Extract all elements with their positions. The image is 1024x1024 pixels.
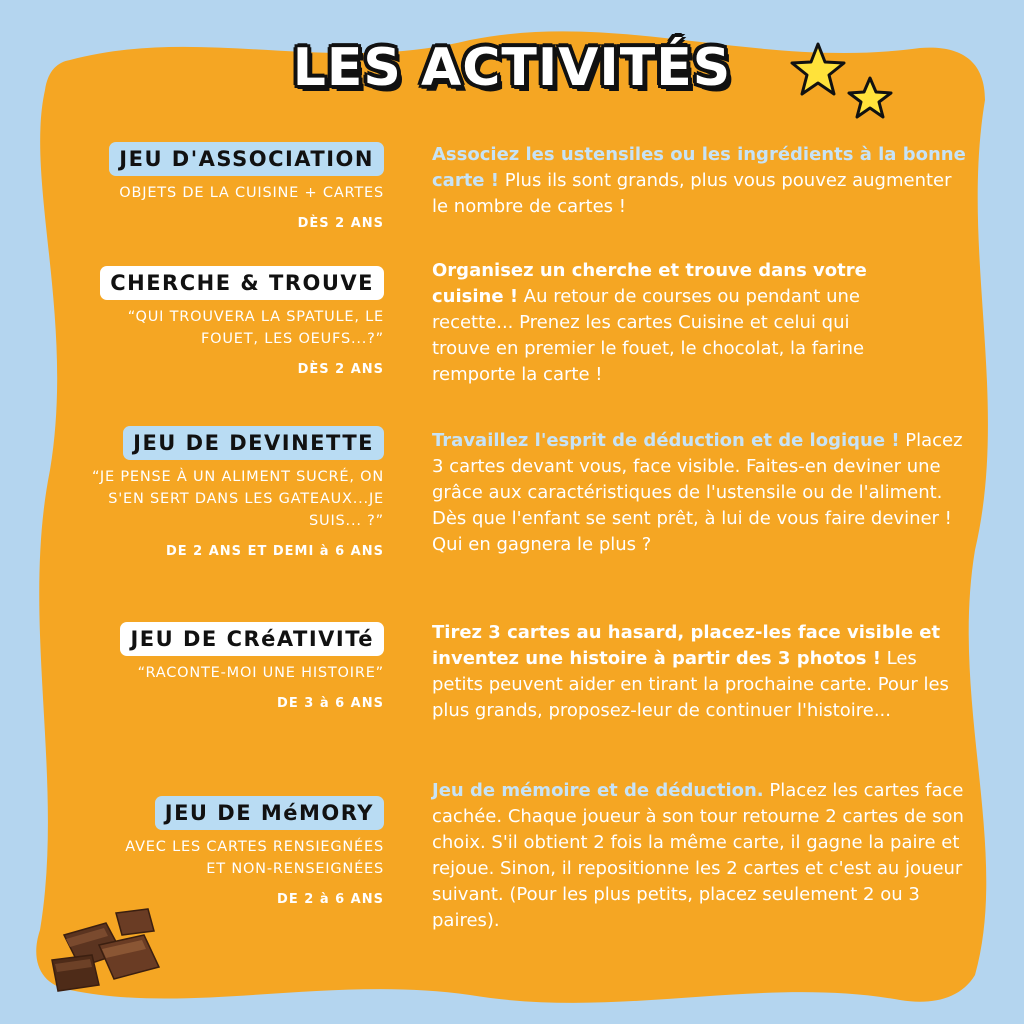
activity-age-memory: DE 2 à 6 ANS (277, 892, 384, 907)
activity-text-devinette: Placez 3 cartes devant vous, face visible. Faites-en deviner une grâce aux caractéristiques de l'ustensile ou de l'aliment. Dès que l'enfant se sent prêt, à lui de vous faire deviner ! Qui en gagnera le plus ? (432, 430, 963, 555)
activity-title-devinette: JEU DE DEVINETTE (123, 426, 384, 460)
star-icon (790, 40, 900, 120)
activity-description-devinette (432, 428, 972, 558)
activity-highlight-association: Associez les ustensiles ou les ingrédients à la bonne carte ! (432, 144, 966, 191)
activity-subtitle-devinette: “JE PENSE À UN ALIMENT SUCRÉ, ON S'EN SERT DANS LES GATEAUX...JE SUIS... ?” (92, 469, 384, 529)
activity-subtitle-memory: AVEC LES CARTES RENSIEGNÉES ET NON-RENSEIGNÉES (125, 839, 384, 877)
activity-age-cherche: DÈS 2 ANS (297, 362, 384, 377)
activity-highlight-cherche: Organisez un cherche et trouve dans votre cuisine ! (432, 260, 867, 307)
activity-age-devinette: DE 2 ANS ET DEMI à 6 ANS (165, 544, 384, 559)
activity-highlight-memory: Jeu de mémoire et de déduction. (432, 780, 764, 801)
chocolate-pieces-icon (44, 905, 174, 995)
activity-text-memory: Placez les cartes face cachée. Chaque joueur à son tour retourne 2 cartes de son choix. S'il obtient 2 fois la même carte, il gagne la paire et rejoue. Sinon, il repositionne les 2 cartes et c'est au joueur suivant. (Pour les plus petits, placez seulement 2 ou 3 paires). (432, 780, 964, 931)
activity-text-association: Plus ils sont grands, plus vous pouvez augmenter le nombre de cartes ! (432, 170, 952, 217)
activity-title-cherche: CHERCHE & TROUVE (100, 266, 384, 300)
activity-association-info (109, 142, 384, 231)
activity-description-cherche (432, 258, 872, 388)
activity-title-memory: JEU DE MéMORY (155, 796, 384, 830)
activity-text-cherche: Au retour de courses ou pendant une recette... Prenez les cartes Cuisine et celui qui trouve en premier le fouet, le chocolat, la farine remporte la carte ! (432, 286, 865, 385)
activity-subtitle-cherche: “QUI TROUVERA LA SPATULE, LE FOUET, LES OEUFS...?” (127, 309, 384, 347)
activity-creativite-info (120, 622, 384, 711)
activity-title-creativite: JEU DE CRéATIVITé (120, 622, 384, 656)
activity-age-association: DÈS 2 ANS (297, 216, 384, 231)
activity-age-creativite: DE 3 à 6 ANS (277, 696, 384, 711)
activity-description-creativite (432, 620, 972, 724)
activity-devinette-info (84, 426, 384, 559)
activity-highlight-creativite: Tirez 3 cartes au hasard, placez-les face visible et inventez une histoire à partir des 3 photos ! (432, 622, 941, 669)
activity-description-memory (432, 778, 972, 934)
page-title: LES ACTIVITÉS (292, 38, 732, 98)
activity-text-creativite: Les petits peuvent aider en tirant la prochaine carte. Pour les plus grands, proposez-leur de continuer l'histoire... (432, 648, 949, 721)
activity-highlight-devinette: Travaillez l'esprit de déduction et de logique ! (432, 430, 900, 451)
activity-description-association (432, 142, 972, 220)
activity-title-association: JEU D'ASSOCIATION (109, 142, 384, 176)
activity-cherche-info (100, 266, 384, 377)
activity-memory-info (124, 796, 384, 907)
activity-subtitle-creativite: “RACONTE-MOI UNE HISTOIRE” (137, 665, 384, 681)
activity-subtitle-association: OBJETS DE LA CUISINE + CARTES (119, 185, 384, 201)
